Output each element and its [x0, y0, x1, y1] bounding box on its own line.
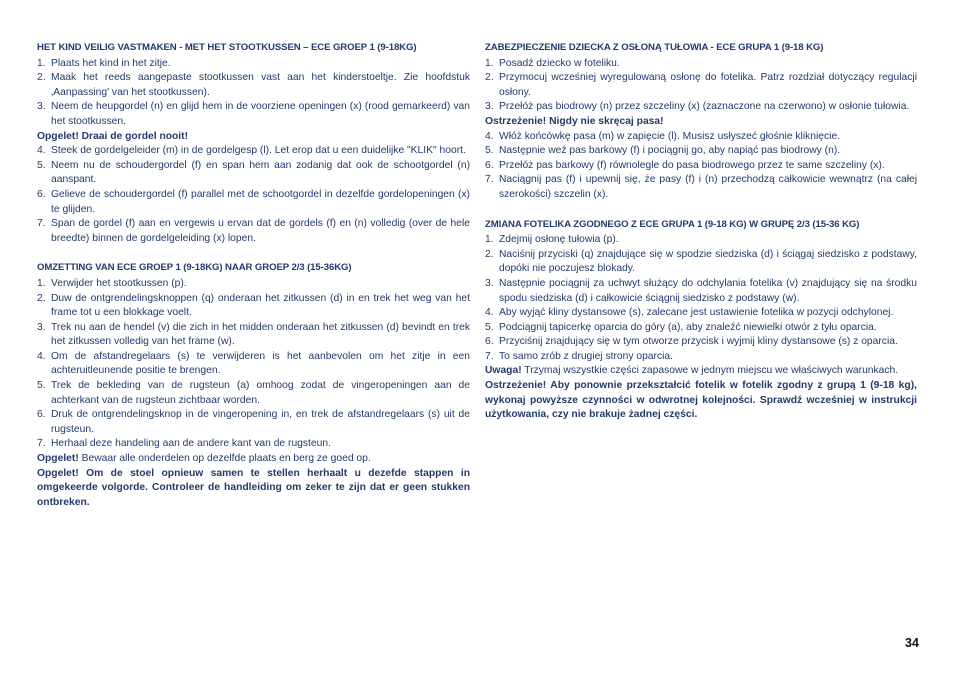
list-item [37, 321, 470, 350]
nl-section-conversion [37, 261, 470, 510]
list-item [37, 379, 470, 408]
nl-warning-twist: Opgelet! Draai de gordel nooit! [37, 130, 189, 142]
list-item [37, 408, 470, 437]
pl-note-text: Trzymaj wszystkie części zapasowe w jednym miejscu we właściwych warunkach. [521, 365, 899, 377]
list-item-number: 2. [485, 72, 494, 84]
pl-steps-1 [485, 57, 917, 115]
list-item-number: 4. [37, 145, 46, 157]
pl-heading-secure-child: ZABEZPIECZENIE DZIECKA Z OSŁONĄ TUŁOWIA - ECE GRUPA 1 (9-18 KG) [485, 42, 824, 53]
list-item-number: 7. [485, 174, 494, 186]
list-item-number: 4. [485, 130, 494, 142]
list-item-number: 1. [485, 234, 494, 246]
pl-note-label: Uwaga! [485, 365, 522, 377]
pl-note [485, 364, 917, 379]
list-item-number: 7. [485, 350, 494, 362]
list-item [37, 71, 470, 100]
polish-column [485, 41, 917, 438]
pl-heading-conversion: ZMIANA FOTELIKA ZGODNEGO Z ECE GRUPA 1 (9-18 KG) W GRUPĘ 2/3 (15-36 KG) [485, 218, 860, 230]
list-item-number: 5. [485, 321, 494, 333]
list-item-text: Zdejmij osłonę tułowia (p). [499, 234, 619, 246]
list-item [37, 350, 470, 379]
list-item-number: 2. [37, 292, 46, 304]
list-item [485, 335, 917, 350]
page-number: 34 [905, 636, 919, 650]
list-item-number: 5. [37, 159, 46, 171]
list-item [37, 144, 470, 159]
list-item-text: Neem nu de schoudergordel (f) en span hem aan zodanig dat ook de schootgordel (n) aanspant. [51, 159, 470, 186]
list-item-text: Gelieve de schoudergordel (f) parallel met de schootgordel in dezelfde gordelopeningen (x) te glijden. [51, 188, 470, 215]
list-item-number: 5. [485, 145, 494, 157]
nl-heading-conversion: OMZETTING VAN ECE GROEP 1 (9-18KG) NAAR GROEP 2/3 (15-36KG) [37, 262, 352, 274]
pl-section-secure-child [485, 41, 917, 203]
list-item [485, 306, 917, 321]
list-item [37, 159, 470, 188]
list-item [485, 71, 917, 100]
nl-warning-reassemble: Opgelet! Om de stoel opnieuw samen te stellen herhaalt u dezefde stappen in omgekeerde volgorde. Controleer de handleiding om zeker te zijn dat er geen stukken ontbreken. [37, 467, 470, 508]
list-item [37, 217, 470, 246]
list-item-text: Następnie pociągnij za uchwyt służący do odchylania fotelika (v) znajdujący się na środku spodu siedziska (d) i całkowicie ściągnij siedzisko z podstawy (w). [499, 277, 917, 304]
list-item-text: Steek de gordelgeleider (m) in de gordelgesp (l). Let erop dat u een duidelijke "KLIK" hoort. [51, 145, 466, 157]
list-item [485, 233, 917, 248]
list-item-number: 5. [37, 380, 46, 392]
list-item-text: Om de afstandregelaars (s) te verwijderen is het aanbevolen om het zitje in een achteruitleunende positie te brengen. [51, 350, 470, 377]
list-item-number: 1. [37, 277, 46, 289]
list-item-text: Posadź dziecko w foteliku. [499, 57, 620, 69]
list-item [37, 292, 470, 321]
list-item [37, 188, 470, 217]
list-item-number: 2. [485, 248, 494, 260]
list-item-number: 7. [37, 218, 46, 230]
list-item-text: Naciągnij pas (f) i upewnij się, że pasy (f) i (n) przechodzą całkowicie wewnątrz (na całej szerokości) szczelin (x). [499, 174, 917, 200]
list-item [485, 100, 917, 115]
pl-warning-reassemble: Ostrzeżenie! Aby ponownie przekształcić fotelik w fotelik zgodny z grupą 1 (9-18 kg), wykonaj powyższe czynności w odwrotnej kolejności. Sprawdź wcześniej w instrukcji użytkowania, czy nie brakuje żadnej części. [485, 380, 917, 421]
list-item [37, 57, 470, 72]
list-item-text: Następnie weź pas barkowy (f) i pociągnij go, aby napiąć pas biodrowy (n). [499, 145, 841, 157]
list-item-text: Przymocuj wcześniej wyregulowaną osłonę do fotelika. Patrz rozdział dotyczący regulacji osłony. [499, 72, 917, 98]
list-item-number: 6. [485, 336, 494, 348]
list-item-number: 4. [37, 350, 46, 362]
nl-steps-1 [37, 57, 470, 130]
list-item-number: 4. [485, 307, 494, 319]
nl-heading-secure-child: HET KIND VEILIG VASTMAKEN - MET HET STOOTKUSSEN – ECE GROEP 1 (9-18KG) [37, 42, 417, 53]
list-item-text: Herhaal deze handeling aan de andere kant van de rugsteun. [51, 438, 331, 450]
list-item-number: 7. [37, 438, 46, 450]
list-item-text: Naciśnij przyciski (q) znajdujące się w spodzie siedziska (d) i ściągaj siedzisko z podstawy, dopóki nie poczujesz blokady. [499, 248, 917, 275]
pl-warning-twist: Ostrzeżenie! Nigdy nie skręcaj pasa! [485, 115, 664, 127]
list-item-text: Neem de heupgordel (n) en glijd hem in de voorziene openingen (x) (rood gemarkeerd) van het stootkussen. [51, 101, 470, 127]
list-item [485, 173, 917, 202]
list-item-number: 6. [37, 188, 46, 200]
nl-note [37, 452, 470, 467]
list-item-number: 6. [485, 159, 494, 171]
list-item [485, 277, 917, 306]
pl-steps-conversion [485, 233, 917, 364]
list-item [485, 130, 917, 145]
nl-steps-conversion [37, 277, 470, 452]
list-item-text: Przyciśnij znajdujący się w tym otworze przycisk i wyjmij kliny dystansowe (s) z oparcia. [499, 336, 898, 348]
list-item-number: 3. [485, 277, 494, 289]
list-item-number: 6. [37, 409, 46, 421]
list-item [485, 248, 917, 277]
pl-section-conversion [485, 218, 917, 423]
list-item [485, 350, 917, 365]
nl-note-label: Opgelet! [37, 453, 79, 465]
list-item [485, 57, 917, 72]
list-item-text: Maak het reeds aangepaste stootkussen vast aan het kinderstoeltje. Zie hoofdstuk ‚Aanpassing' van het stootkussen). [51, 72, 470, 98]
list-item-text: Plaats het kind in het zitje. [51, 57, 171, 69]
list-item-text: Trek de bekleding van de rugsteun (a) omhoog zodat de vingeropeningen aan de achterkant van de rugsteun zichtbaar worden. [51, 380, 470, 406]
list-item-text: To samo zrób z drugiej strony oparcia. [499, 350, 673, 362]
list-item-number: 3. [37, 321, 46, 333]
dutch-column [37, 41, 470, 525]
list-item-text: Włóż końcówkę pasa (m) w zapięcie (l). Musisz usłyszeć głośnie kliknięcie. [499, 130, 841, 142]
list-item-number: 2. [37, 72, 46, 84]
pl-steps-2 [485, 130, 917, 203]
list-item [37, 437, 470, 452]
list-item-number: 1. [37, 57, 46, 69]
list-item-number: 3. [37, 101, 46, 113]
list-item [37, 100, 470, 129]
list-item-text: Trek nu aan de hendel (v) die zich in het midden onderaan het zitkussen (d) bevindt en trek het zitkussen volledig van het frame (w). [51, 321, 470, 348]
list-item [485, 144, 917, 159]
list-item-text: Druk de ontgrendelingsknop in de vingeropening in, en trek de afstandregelaars (s) uit de rugsteun. [51, 409, 470, 435]
list-item-text: Przełóż pas barkowy (f) równolegle do pasa biodrowego przez te same szczeliny (x). [499, 159, 885, 171]
list-item-text: Aby wyjąć kliny dystansowe (s), zalecane jest ustawienie fotelika w pozycji odchylonej. [499, 307, 894, 319]
nl-note-text: Bewaar alle onderdelen op dezelfde plaats en berg ze goed op. [78, 453, 371, 465]
list-item-text: Przełóż pas biodrowy (n) przez szczeliny (x) (zaznaczone na czerwono) w osłonie tułowia. [499, 101, 910, 113]
list-item [485, 159, 917, 174]
list-item-number: 1. [485, 57, 494, 69]
list-item [37, 277, 470, 292]
list-item-text: Span de gordel (f) aan en vergewis u ervan dat de gordels (f) en (n) volledig (over de hele breedte) binnen de gordelgeleiding (x) lopen. [51, 218, 470, 244]
list-item-number: 3. [485, 101, 494, 113]
list-item [485, 321, 917, 336]
list-item-text: Podciągnij tapicerkę oparcia do góry (a), aby znaleźć niewielki otwór z tyłu oparcia. [499, 321, 877, 333]
nl-steps-2 [37, 144, 470, 246]
list-item-text: Verwijder het stootkussen (p). [51, 277, 187, 289]
list-item-text: Duw de ontgrendelingsknoppen (q) onderaan het zitkussen (d) in en trek het weg van het frame tot u een blokkage voelt. [51, 292, 470, 319]
nl-section-secure-child [37, 41, 470, 246]
